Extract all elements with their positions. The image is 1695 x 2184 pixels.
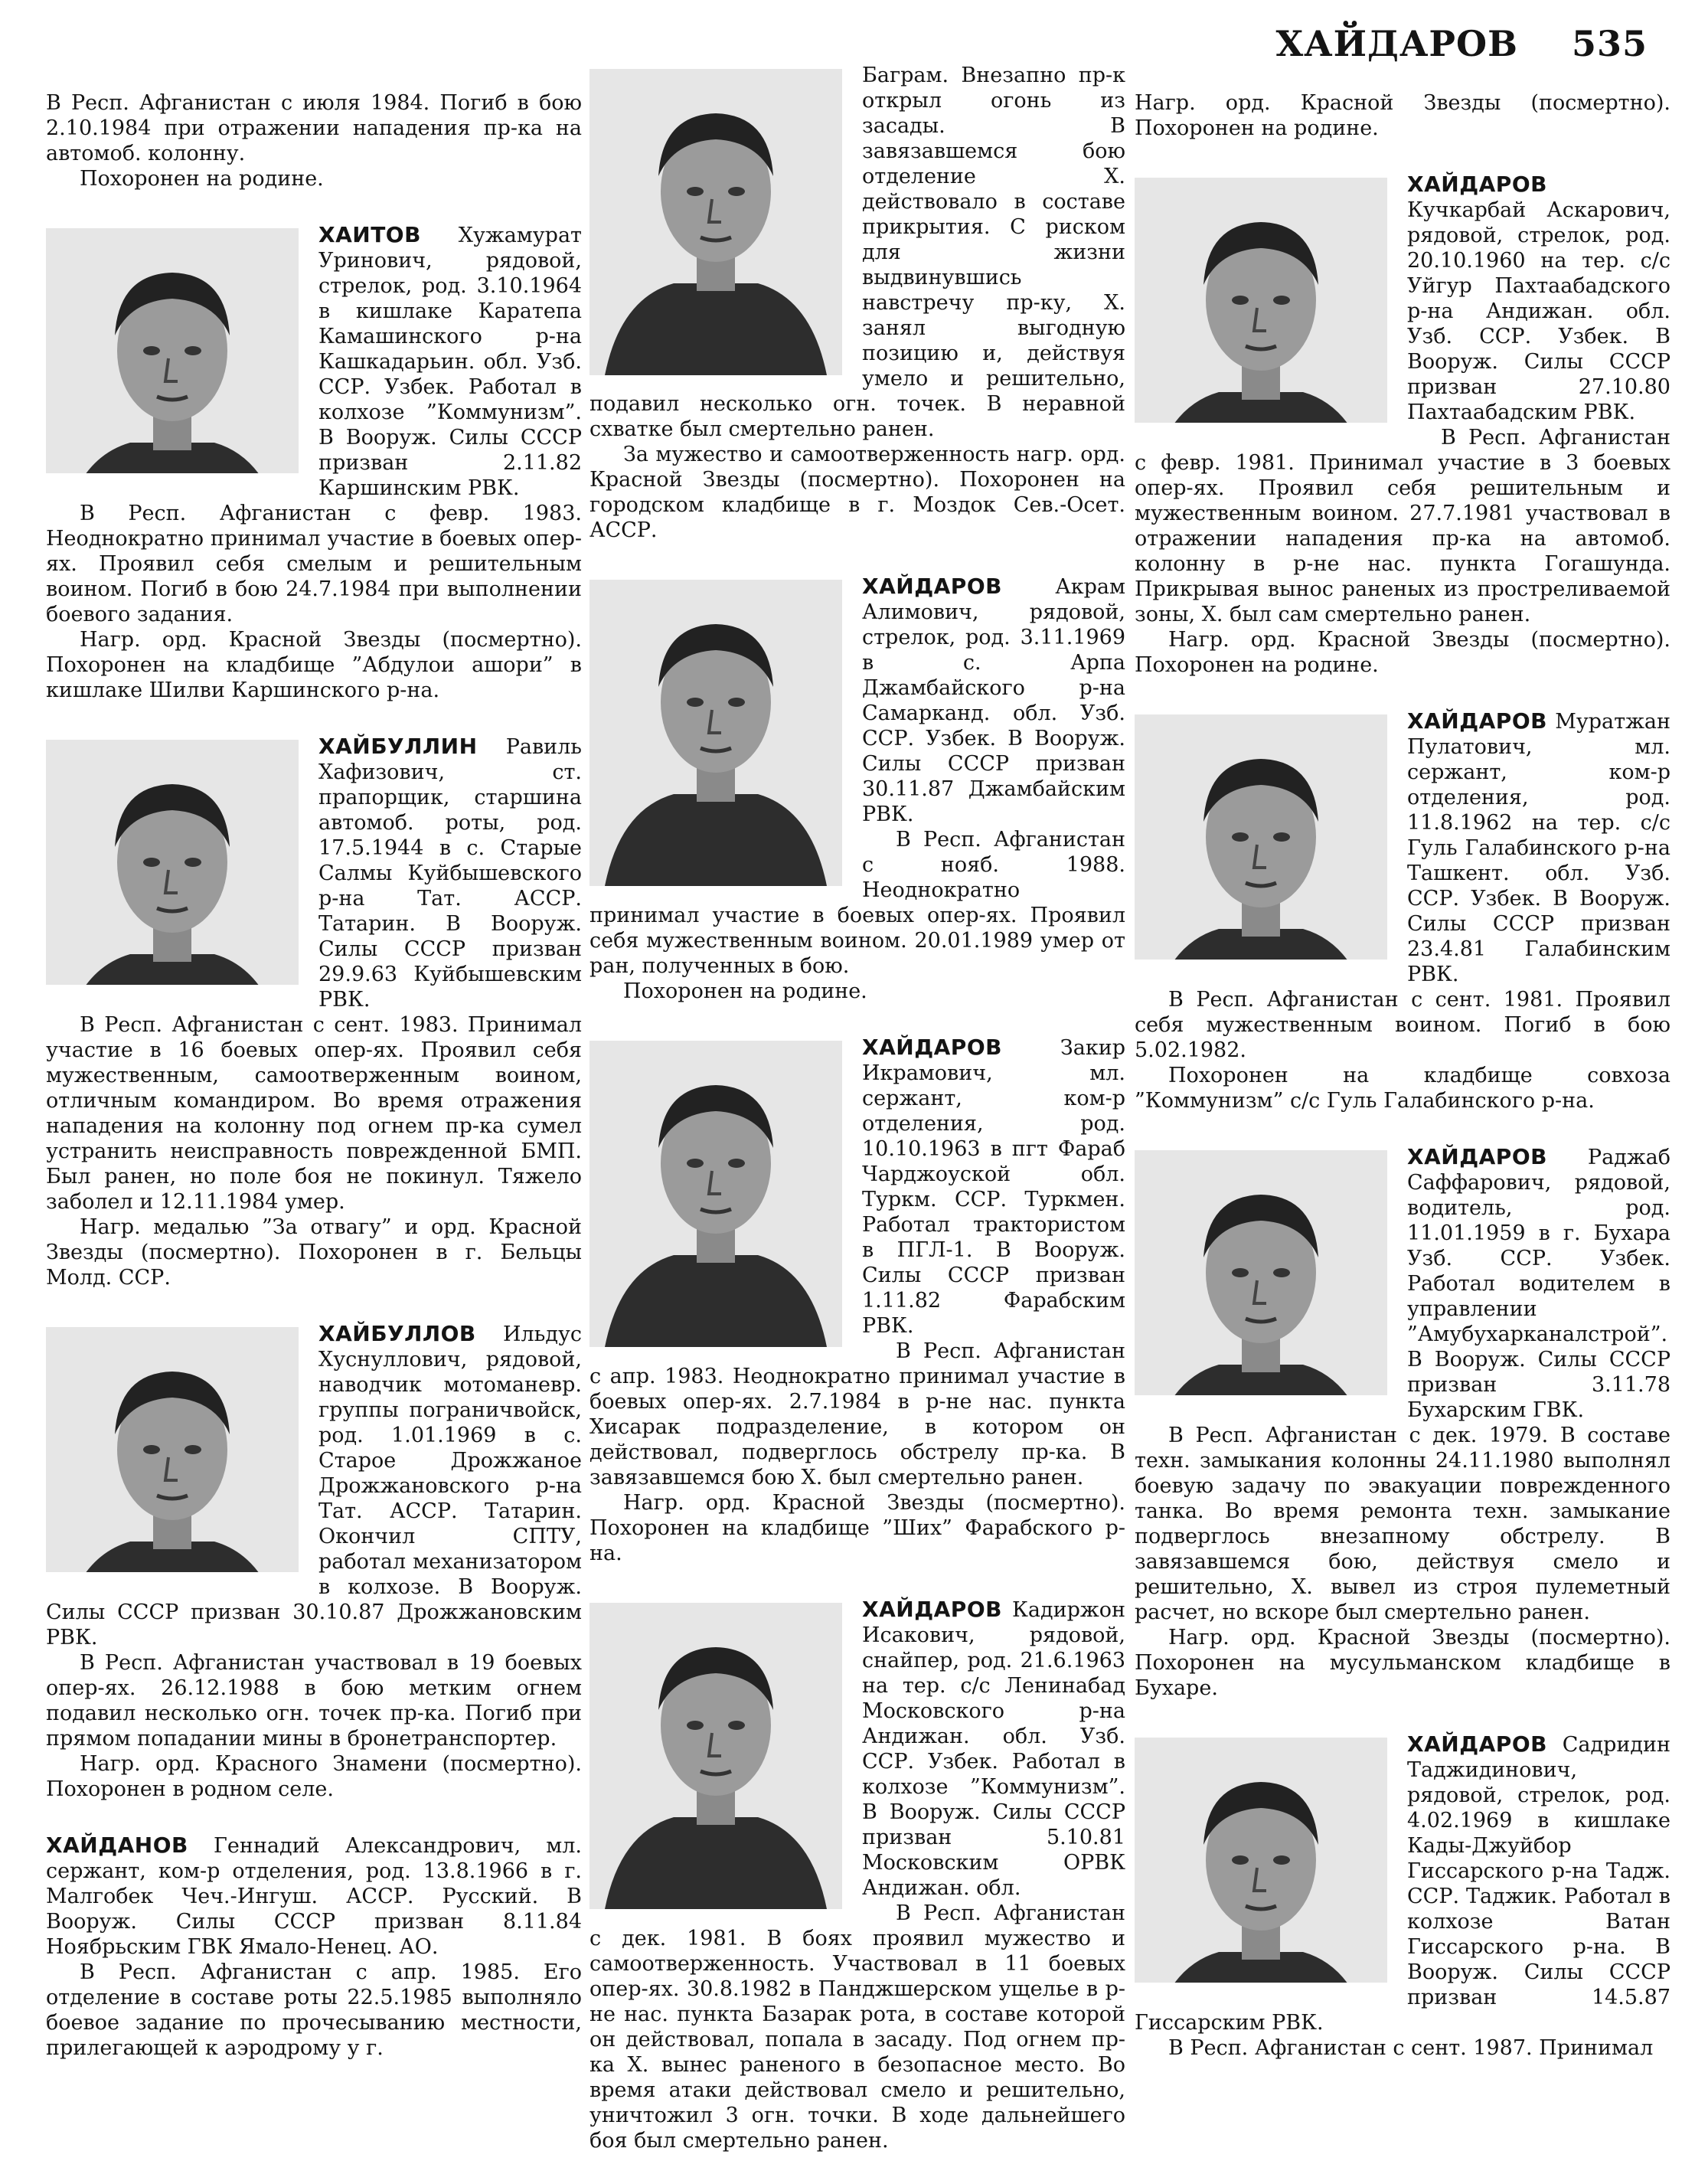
surname: ХАЙДАРОВ [862,574,1002,599]
bio-entry [589,1597,1125,2153]
bio-paragraph: В Респ. Афганистан с февр. 1981. Принимал участие в 3 боевых опер-ях. Проявил себя решительным и мужественным воином. 27.7.1981 участвовал в отражении нападения пр-ка на автомоб. колонну в р-не нас. пункта Гогашунда. Прикрывая вынос раненых из простреливаемой зоны, Х. был сам смертельно ранен. [1135,426,1671,626]
bio-entry [1135,172,1671,678]
bio-text: Кучкарбай Аскарович, рядовой, стрелок, род. 20.10.1960 на тер. с/с Уйгур Пахтаабадского р-на Андижан. обл. Узб. ССР. Узбек. В Вооруж. Силы СССР призван 27.10.80 Пахтаабадским РВК. [1407,198,1671,424]
bio-paragraph [46,1321,582,1650]
bio-paragraph [1135,1731,1671,2035]
bio-entry [46,1321,582,1802]
page-header [1275,23,1648,64]
bio-entry [1135,1731,1671,2061]
surname: ХАЙДАРОВ [1407,708,1547,734]
bio-text: Ильдус Хуснуллович, рядовой, наводчик мотоманевр. группы пограничвойск, род. 1.01.1969 в с. Старое Дрожжаное Дрожжановского р-на Тат. АССР. Татарин. Окончил СПТУ, работал механизатором в колхозе. В Вооруж. Силы СССР призван 30.10.87 Дрожжановским РВК. [46,1322,582,1649]
bio-entry [46,90,582,191]
portrait-photo [1135,1738,1387,1983]
bio-paragraph: Нагр. орд. Красной Звезды (посмертно). Похоронен на кладбище ”Ших” Фарабского р-на. [589,1491,1125,1565]
bio-paragraph [1135,172,1671,425]
bio-entry [46,734,582,1290]
bio-paragraph: В Респ. Афганистан с июля 1984. Погиб в бою 2.10.1984 при отражении нападения пр-ка на автомоб. колонну. [46,91,582,165]
bio-paragraph: В Респ. Афганистан с сент. 1983. Принимал участие в 16 боевых опер-ях. Проявил себя мужественным, самоотверженным воином, отличным командиром. Во время отражения нападения на колонну под огнем пр-ка сумел устранить неисправность поврежденной БМП. Был ранен, но поле боя не покинул. Тяжело заболел и 12.11.1984 умер. [46,1013,582,1214]
portrait-photo [589,580,842,886]
bio-paragraph: В Респ. Афганистан с дек. 1981. В боях проявил мужество и самоотверженность. Участвовал в 11 боевых опер-ях. 30.8.1982 в Панджшерском ущелье в р-не нас. пункта Базарак рота, в составе которой он действовал, попала в засаду. Под огнем пр-ка Х. вынес раненого в безопасное место. Во время атаки действовал смело и решительно, уничтожил 3 огн. точки. В ходе дальнейшего боя был смертельно ранен. [589,1901,1125,2153]
bio-paragraph: В Респ. Афганистан с дек. 1979. В составе техн. замыкания колонны 24.11.1980 выполнял боевую задачу по эвакуации поврежденного танка. Во время ремонта техн. замыкание подверглось внезапному обстрелу. В завязавшемся бою, действуя смело и решительно, Х. вывел из строя пулеметный расчет, но вскоре был смертельно ранен. [1135,1424,1671,1624]
surname: ХАИТОВ [318,222,421,247]
bio-text: Геннадий Александрович, мл. сержант, ком-р отделения, род. 13.8.1966 в г. Малгобек Чеч.-Ингуш. АССР. Русский. В Вооруж. Силы СССР призван 8.11.84 Ноябрьским ГВК Ямало-Ненец. АО. [46,1834,582,1959]
bio-paragraph [46,222,582,501]
bio-paragraph: В Респ. Афганистан с февр. 1983. Неоднократно принимал участие в боевых опер-ях. Проявил себя смелым и решительным воином. Погиб в бою 24.7.1984 при выполнении боевого задания. [46,502,582,626]
portrait-photo [589,1603,842,1909]
bio-text: Муратжан Пулатович, мл. сержант, ком-р отделения, род. 11.8.1962 на тер. с/с Гуль Галабинского р-на Ташкент. обл. Узб. ССР. Узбек. В Вооруж. Силы СССР призван 23.4.81 Галабинским РВК. [1407,710,1671,986]
bio-paragraph: Нагр. орд. Красной Звезды (посмертно). Похоронен на мусульманском кладбище в Бухаре. [1135,1626,1671,1700]
bio-paragraph: Нагр. орд. Красного Знамени (посмертно). Похоронен в родном селе. [46,1752,582,1801]
bio-text: Акрам Алимович, рядовой, стрелок, род. 3.11.1969 в с. Арпа Джамбайского р-на Самарканд. обл. Узб. ССР. Узбек. В Вооруж. Силы СССР призван 30.11.87 Джамбайским РВК. [862,575,1125,826]
bio-paragraph: Нагр. орд. Красной Звезды (посмертно). Похоронен на родине. [1135,628,1671,677]
bio-paragraph: Нагр. медалью ”За отвагу” и орд. Красной Звезды (посмертно). Похоронен в г. Бельцы Молд. ССР. [46,1215,582,1290]
surname: ХАЙДАРОВ [862,1597,1002,1622]
bio-paragraph: Похоронен на кладбище совхоза ”Коммунизм” с/с Гуль Галабинского р-на. [1135,1064,1671,1113]
bio-paragraph [1135,708,1671,987]
bio-paragraph [46,1833,582,1960]
bio-paragraph: Похоронен на родине. [80,167,324,191]
bio-paragraph: В Респ. Афганистан с сент. 1987. Принимал [1168,2036,1654,2060]
bio-paragraph: За мужество и самоотверженность нагр. орд. Красной Звезды (посмертно). Похоронен на городском кладбище в г. Моздок Сев.-Осет. АССР. [589,443,1125,542]
bio-text: Раджаб Саффарович, рядовой, водитель, род. 11.01.1959 в г. Бухара Узб. ССР. Узбек. Работал водителем в управлении ”Амубухарканалстрой”. В Вооруж. Силы СССР призван 3.11.78 Бухарским ГВК. [1407,1146,1671,1422]
surname: ХАЙДАРОВ [1407,1144,1547,1169]
portrait-photo [589,69,842,375]
bio-text: Закир Икрамович, мл. сержант, ком-р отделения, род. 10.10.1963 в пгт Фараб Чарджоуской обл. Туркм. ССР. Туркмен. Работал трактористом в ПГЛ-1. В Вооруж. Силы СССР призван 1.11.82 Фарабским РВК. [862,1036,1125,1338]
portrait-photo [589,1041,842,1347]
portrait-photo [46,740,299,985]
bio-text: Равиль Хафизович, ст. прапорщик, старшина автомоб. роты, род. 17.5.1944 в с. Старые Салмы Куйбышевского р-на Тат. АССР. Татарин. В Вооруж. Силы СССР призван 29.9.63 Куйбышевским РВК. [318,735,582,1012]
bio-entry [589,1035,1125,1566]
bio-entry [1135,708,1671,1113]
bio-entry [589,574,1125,1004]
surname: ХАЙДАНОВ [46,1833,188,1858]
portrait-photo [46,228,299,473]
surname: ХАЙДАРОВ [862,1035,1002,1060]
bio-paragraph [589,574,1125,827]
bio-paragraph: В Респ. Афганистан с сент. 1981. Проявил себя мужественным воином. Погиб в бою 5.02.1982. [1135,988,1671,1062]
bio-entry [46,222,582,703]
bio-paragraph: В Респ. Афганистан с нояб. 1988. Неоднократно принимал участие в боевых опер-ях. Проявил себя мужественным воином. 20.01.1989 умер от ран, полученных в бою. [589,828,1125,978]
bio-paragraph [589,1597,1125,1901]
column-2 [589,63,1125,2184]
bio-paragraph [589,1035,1125,1339]
bio-paragraph: В Респ. Афганистан с апр. 1985. Его отделение в составе роты 22.5.1985 выполняло боевое задание по прочесыванию местности, прилегающей к аэродрому у г. [46,1960,582,2060]
bio-paragraph: В Респ. Афганистан с апр. 1983. Неоднократно принимал участие в боевых опер-ях. 2.7.1984 в р-не нас. пункта Хисарак подразделение, в котором он действовал, подверглось обстрелу пр-ка. В завязавшемся бою Х. был смертельно ранен. [589,1339,1125,1489]
bio-text: Садридин Таджидинович, рядовой, стрелок, род. 4.02.1969 в кишлаке Кады-Джуйбор Гиссарского р-на Тадж. ССР. Таджик. Работал в колхозе Ватан Гиссарского р-на. В Вооруж. Силы СССР призван 14.5.87 Гиссарским РВК. [1135,1733,1671,2035]
surname: ХАЙДАРОВ [1407,172,1547,197]
portrait-photo [46,1327,299,1572]
page-number: 535 [1571,23,1648,64]
bio-text: Кадиржон Исакович, рядовой, снайпер, род. 21.6.1963 на тер. с/с Ленинабад Московского р-на Андижан. обл. Узб. ССР. Узбек. Работал в колхозе ”Коммунизм”. В Вооруж. Силы СССР призван 5.10.81 Московским ОРВК Андижан. обл. [862,1598,1125,1900]
running-title: ХАЙДАРОВ [1275,23,1518,64]
portrait-photo [1135,1150,1387,1395]
portrait-photo [1135,714,1387,960]
bio-paragraph: Похоронен на родине. [623,979,867,1003]
column-1 [46,90,582,2091]
bio-paragraph [46,734,582,1012]
column-3 [1135,90,1671,2091]
bio-paragraph: Баграм. Внезапно пр-к открыл огонь из засады. В завязавшемся бою отделение Х. действовало в составе прикрытия. С риском для жизни выдвинувшись навстречу пр-ку, Х. занял выгодную позицию и, действуя умело и решительно, подавил несколько огн. точек. В неравной схватке был смертельно ранен. [589,64,1125,441]
bio-entry [589,63,1125,543]
bio-paragraph [1135,1144,1671,1423]
bio-entry [1135,90,1671,141]
surname: ХАЙДАРОВ [1407,1731,1547,1757]
bio-paragraph: В Респ. Афганистан участвовал в 19 боевых опер-ях. 26.12.1988 в бою метким огнем подавил несколько огн. точек пр-ка. Погиб при прямом попадании мины в бронетранспортер. [46,1651,582,1751]
bio-entry [1135,1144,1671,1701]
bio-paragraph: Нагр. орд. Красной Звезды (посмертно). Похоронен на родине. [1135,91,1671,140]
bio-text: Хужамурат Уринович, рядовой, стрелок, род. 3.10.1964 в кишлаке Каратепа Камашинского р-на Кашкадарьин. обл. Узб. ССР. Узбек. Работал в колхозе ”Коммунизм”. В Вооруж. Силы СССР призван 2.11.82 Каршинским РВК. [318,224,582,500]
bio-paragraph: Нагр. орд. Красной Звезды (посмертно). Похоронен на кладбище ”Абдулои ашори” в кишлаке Шилви Каршинского р-на. [46,628,582,702]
portrait-photo [1135,178,1387,423]
surname: ХАЙБУЛЛОВ [318,1321,476,1346]
surname: ХАЙБУЛЛИН [318,734,478,759]
bio-entry [46,1833,582,2061]
